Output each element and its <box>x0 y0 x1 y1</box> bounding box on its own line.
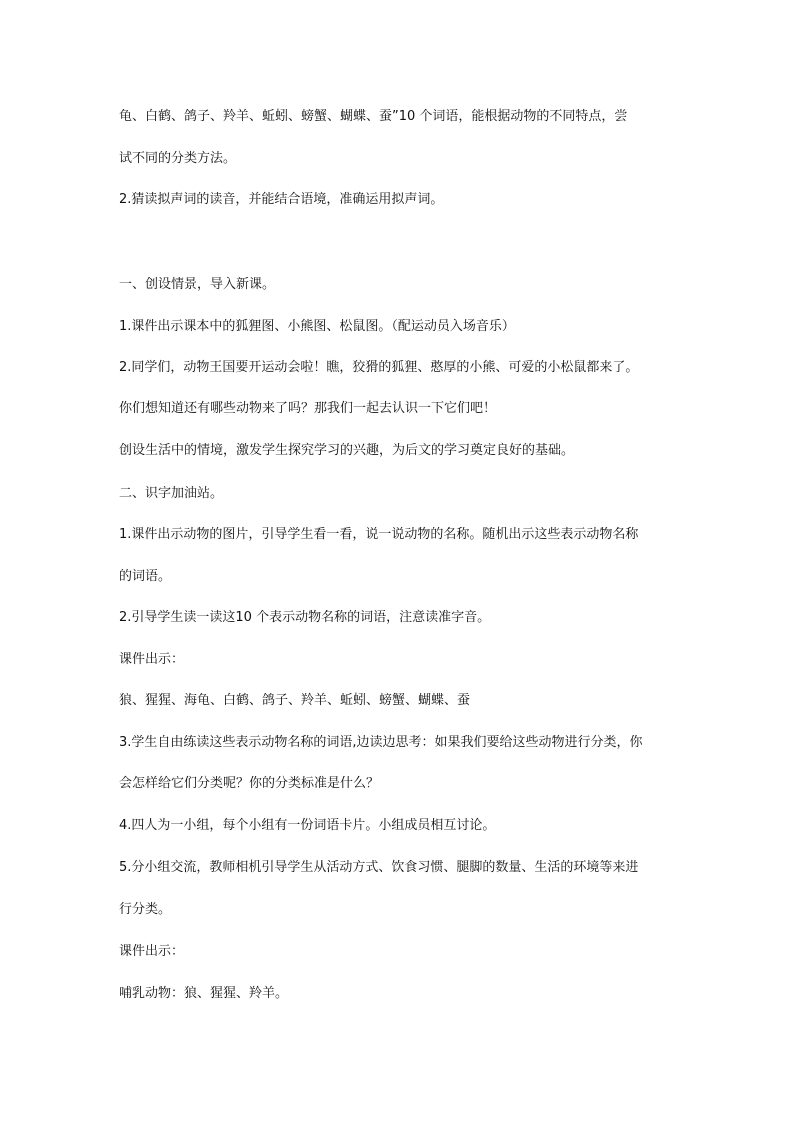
text-line: 2.猜读拟声词的读音，并能结合语境，准确运用拟声词。 <box>119 192 444 207</box>
text-line: 行分类。 <box>119 902 172 917</box>
text-line: 创设生活中的情境，激发学生探究学习的兴趣，为后文的学习奠定良好的基础。 <box>119 443 575 458</box>
text-line: 会怎样给它们分类呢？你的分类标准是什么？ <box>119 776 380 791</box>
text-line: 5.分小组交流，教师相机引导学生从活动方式、饮食习惯、腿脚的数量、生活的环境等来进 <box>119 860 639 875</box>
text-line: 哺乳动物：狼、猩猩、羚羊。 <box>119 986 289 1001</box>
text-line: 1.课件出示动物的图片，引导学生看一看，说一说动物的名称。随机出示这些表示动物名称 <box>119 527 639 542</box>
text-line: 课件出示： <box>119 652 185 667</box>
text-line: 3.学生自由练读这些表示动物名称的词语,边读边思考：如果我们要给这些动物进行分类，你 <box>119 735 643 750</box>
text-line: 试不同的分类方法。 <box>119 151 237 166</box>
text-line: 1.课件出示课本中的狐狸图、小熊图、松鼠图。（配运动员入场音乐） <box>119 319 515 334</box>
text-line: 2.引导学生读一读这10 个表示动物名称的词语，注意读准字音。 <box>119 610 491 625</box>
text-line: 你们想知道还有哪些动物来了吗？那我们一起去认识一下它们吧！ <box>119 401 497 416</box>
animal-word-list: 狼、猩猩、海龟、白鹤、鸽子、羚羊、蚯蚓、螃蟹、蝴蝶、蚕 <box>119 693 471 708</box>
section-heading: 一、创设情景，导入新课。 <box>119 277 276 292</box>
text-line: 的词语。 <box>119 569 172 584</box>
text-line: 课件出示： <box>119 944 185 959</box>
text-line: 2.同学们，动物王国要开运动会啦！瞧，狡猾的狐狸、憨厚的小熊、可爱的小松鼠都来了。 <box>119 360 639 375</box>
section-heading: 二、识字加油站。 <box>119 486 224 501</box>
text-line: 4.四人为一小组，每个小组有一份词语卡片。小组成员相互讨论。 <box>119 818 496 833</box>
text-line: 龟、白鹤、鸽子、羚羊、蚯蚓、螃蟹、蝴蝶、蚕”10 个词语，能根据动物的不同特点，尝 <box>119 109 628 124</box>
